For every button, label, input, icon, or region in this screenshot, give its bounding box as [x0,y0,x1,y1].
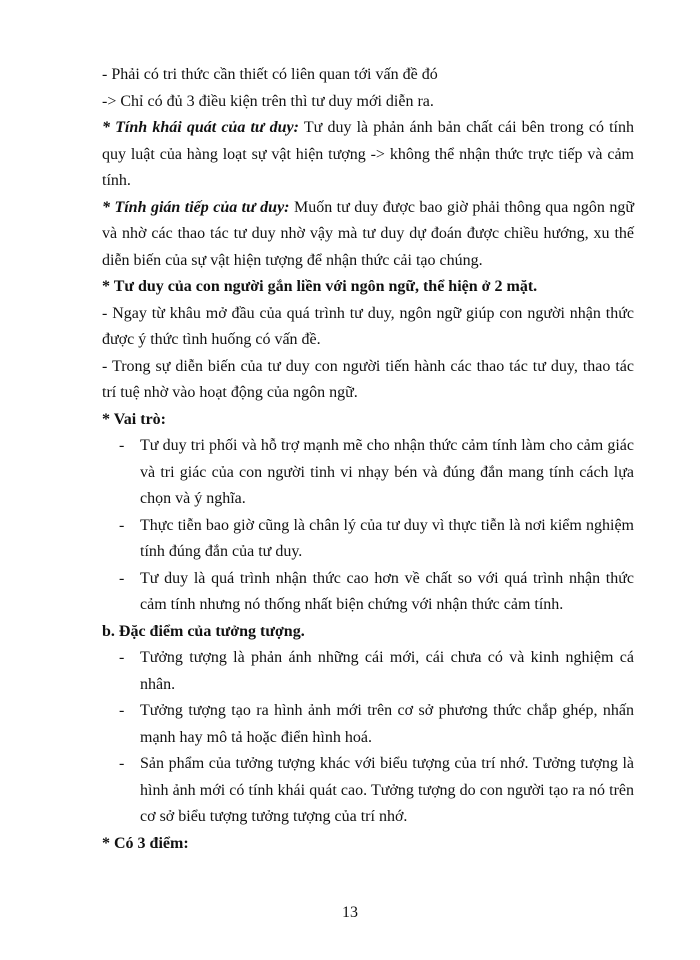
list-item-text: Thực tiễn bao giờ cũng là chân lý của tư duy vì thực tiễn là nơi kiểm nghiệm tính đúng đắn của tư duy. [140,516,634,560]
page-number: 13 [342,904,358,921]
heading-role: * Vai trò: [102,410,166,428]
list-item-text: Tư duy là quá trình nhận thức cao hơn về chất so với quá trình nhận thức cảm tính nhưng nó thống nhất biện chứng với nhận thức cảm tính. [140,569,634,613]
bullet-dash: - [119,702,125,719]
list-item [102,513,634,566]
list-item [102,751,634,831]
list-item-text: Sản phẩm của tưởng tượng khác với biểu tượng của trí nhớ. Tưởng tượng là hình ảnh mới có tính khái quát cao. Tưởng tượng do con người tạo ra nó trên cơ sở biểu tượng tưởng tượng của trí nhớ. [140,755,634,825]
heading-thinking-language: * Tư duy của con người gắn liền với ngôn ngữ, thể hiện ở 2 mặt. [102,278,538,295]
bullet-dash: - [119,569,125,587]
list-item-text: Tưởng tượng tạo ra hình ảnh mới trên cơ sở phương thức chắp ghép, nhấn mạnh hay mô tả hoặc điển hình hoá. [140,702,634,746]
paragraph-knowledge-condition: - Phải có tri thức cần thiết có liên quan tới vấn đề đó [102,66,438,83]
heading-imagination: b. Đặc điểm của tưởng tượng. [102,622,305,640]
text-indirectness: Muốn tư duy được bao giờ phải thông qua ngôn ngữ và nhờ các thao tác tư duy nhờ vậy mà tư duy dự đoán được chiều hướng, xu thế diễn biến của sự vật hiện tượng để nhận thức cải tạo chúng. [102,198,634,269]
heading-indirectness: * Tính gián tiếp của tư duy: [102,198,290,216]
list-imagination [102,645,634,831]
paragraph-conditions-summary: -> Chỉ có đủ 3 điều kiện trên thì tư duy mới diễn ra. [102,92,434,110]
text-generality: Tư duy là phản ánh bản chất cái bên trong có tính quy luật của hàng loạt sự vật hiện tượng -> không thể nhận thức trực tiếp và cảm tính. [102,119,635,189]
paragraph-language-operations: - Trong sự diễn biến của tư duy con người tiến hành các thao tác tư duy, thao tác trí tuệ nhờ vào hoạt động của ngôn ngữ. [102,357,634,401]
list-item [102,566,634,619]
paragraph-generality [102,115,634,195]
bullet-dash: - [119,755,125,772]
list-role [102,433,634,619]
list-item [102,698,634,751]
heading-generality: * Tính khái quát của tư duy: [102,119,299,136]
bullet-dash: - [119,437,125,454]
list-item [102,645,634,698]
heading-three-points: * Có 3 điểm: [102,834,189,852]
list-item-text: Tưởng tượng là phản ánh những cái mới, cái chưa có và kinh nghiệm cá nhân. [140,649,634,693]
bullet-dash: - [119,516,125,534]
paragraph-indirectness [102,195,634,275]
list-item [102,433,634,513]
list-item-text: Tư duy tri phối và hỗ trợ mạnh mẽ cho nhận thức cảm tính làm cho cảm giác và tri giác của con người tinh vi nhạy bén và đúng đắn mang tính cách lựa chọn và ý nghĩa. [140,437,634,507]
document-body [102,62,634,857]
bullet-dash: - [119,649,125,666]
paragraph-language-start: - Ngay từ khâu mở đầu của quá trình tư duy, ngôn ngữ giúp con người nhận thức được ý thức tình huống có vấn đề. [102,304,634,348]
